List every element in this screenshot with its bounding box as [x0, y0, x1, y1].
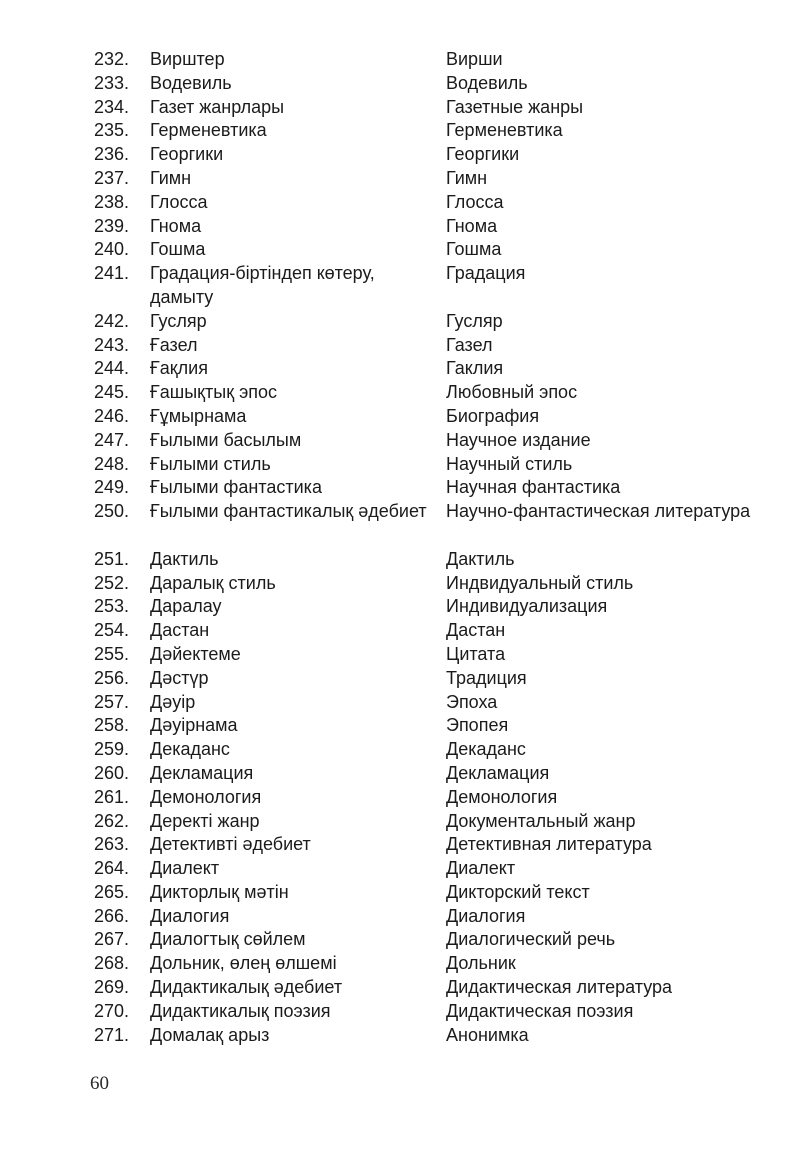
- glossary-entry: [0, 310, 797, 334]
- entry-number: 251.: [93, 548, 129, 569]
- russian-term: Гимн: [446, 167, 488, 188]
- entry-number: 244.: [93, 358, 129, 379]
- glossary-entry: [0, 334, 797, 358]
- kazakh-term: Дольник, өлең өлшемі: [150, 953, 337, 974]
- russian-term: Газел: [446, 334, 493, 355]
- kazakh-term: Ғақлия: [150, 358, 208, 379]
- glossary-entry: [0, 810, 797, 834]
- kazakh-term: Домалақ арыз: [150, 1024, 270, 1045]
- glossary-entry: [0, 381, 797, 405]
- entry-number: 270.: [93, 1000, 129, 1021]
- russian-term: Цитата: [446, 643, 506, 664]
- russian-term: Дастан: [446, 620, 506, 641]
- russian-term: Георгики: [446, 144, 520, 165]
- kazakh-term: Дәстүр: [150, 667, 209, 688]
- russian-term: Детективная литература: [446, 834, 652, 855]
- kazakh-term: Диалогтық сөйлем: [150, 929, 306, 950]
- glossary-list: [0, 48, 797, 1047]
- russian-term: Научно-фантастическая литература: [446, 501, 751, 522]
- entry-number: 255.: [93, 643, 129, 664]
- russian-term: Дактиль: [446, 548, 515, 569]
- entry-number: 268.: [93, 953, 129, 974]
- entry-number: 269.: [93, 977, 129, 998]
- kazakh-term: Ғашықтық эпос: [150, 382, 278, 403]
- glossary-entry: [0, 667, 797, 691]
- glossary-entry: [0, 762, 797, 786]
- entry-number: 258.: [93, 715, 129, 736]
- glossary-entry: [0, 72, 797, 96]
- russian-term: Водевиль: [446, 72, 528, 93]
- glossary-entry: [0, 429, 797, 453]
- entry-number: 250.: [93, 501, 129, 522]
- glossary-entry: [0, 191, 797, 215]
- kazakh-term: Дидактикалық әдебиет: [150, 977, 343, 998]
- kazakh-term: Ғылыми басылым: [150, 429, 302, 450]
- entry-number: 245.: [93, 382, 129, 403]
- kazakh-term: Георгики: [150, 144, 224, 165]
- entry-number: 266.: [93, 905, 129, 926]
- glossary-entry: [0, 48, 797, 72]
- russian-term: Гаклия: [446, 358, 504, 379]
- glossary-entry: [0, 548, 797, 572]
- kazakh-term: Детективті әдебиет: [150, 834, 311, 855]
- entry-number: 256.: [93, 667, 129, 688]
- russian-term: Декаданс: [446, 739, 526, 760]
- russian-term: Любовный эпос: [446, 382, 578, 403]
- entry-number: 241.: [93, 263, 129, 284]
- kazakh-term: Декламация: [150, 762, 254, 783]
- russian-term: Научный стиль: [446, 453, 573, 474]
- kazakh-term: Гошма: [150, 239, 206, 260]
- glossary-entry: [0, 738, 797, 762]
- entry-number: 247.: [93, 429, 129, 450]
- entry-number: 253.: [93, 596, 129, 617]
- russian-term: Дольник: [446, 953, 516, 974]
- glossary-entry: [0, 238, 797, 262]
- kazakh-term: Ғұмырнама: [150, 405, 247, 426]
- russian-term: Декламация: [446, 762, 550, 783]
- glossary-entry: [0, 476, 797, 500]
- kazakh-term: Даралық стиль: [150, 572, 276, 593]
- page-number: 60: [90, 1073, 109, 1094]
- russian-term: Диалогический речь: [446, 929, 616, 950]
- glossary-entry: [0, 928, 797, 952]
- entry-number: 261.: [93, 786, 129, 807]
- kazakh-term: Ғылыми фантастикалық әдебиет: [150, 501, 427, 522]
- entry-number: 240.: [93, 239, 129, 260]
- entry-number: 267.: [93, 929, 129, 950]
- glossary-entry: [0, 215, 797, 239]
- entry-number: 265.: [93, 881, 129, 902]
- russian-term: Эпопея: [446, 715, 509, 736]
- glossary-entry: [0, 96, 797, 120]
- glossary-entry: [0, 119, 797, 143]
- entry-number: 259.: [93, 739, 129, 760]
- glossary-entry: [0, 357, 797, 381]
- kazakh-term: Дактиль: [150, 548, 219, 569]
- entry-number: 260.: [93, 762, 129, 783]
- glossary-entry: [0, 262, 797, 310]
- kazakh-term: Дәуірнама: [150, 715, 238, 736]
- glossary-entry: [0, 453, 797, 477]
- entry-number: 264.: [93, 858, 129, 879]
- russian-term: Документальный жанр: [446, 810, 636, 831]
- glossary-entry: [0, 1024, 797, 1048]
- entry-number: 254.: [93, 620, 129, 641]
- kazakh-term: Дикторлық мәтін: [150, 881, 289, 902]
- entry-number: 262.: [93, 810, 129, 831]
- glossary-entry: [0, 833, 797, 857]
- kazakh-term: Газет жанрлары: [150, 96, 285, 117]
- russian-term: Индвидуальный стиль: [446, 572, 634, 593]
- russian-term: Градация: [446, 263, 526, 284]
- russian-term: Дикторский текст: [446, 881, 590, 902]
- russian-term: Биография: [446, 405, 540, 426]
- kazakh-term: Глосса: [150, 191, 208, 212]
- russian-term: Дидактическая поэзия: [446, 1000, 634, 1021]
- russian-term: Диалогия: [446, 905, 526, 926]
- russian-term: Индивидуализация: [446, 596, 608, 617]
- entry-number: 271.: [93, 1024, 129, 1045]
- entry-number: 243.: [93, 334, 129, 355]
- glossary-entry: [0, 143, 797, 167]
- kazakh-term: Герменевтика: [150, 120, 267, 141]
- kazakh-term: Деректі жанр: [150, 810, 260, 831]
- russian-term: Научная фантастика: [446, 477, 621, 498]
- glossary-entry: [0, 905, 797, 929]
- glossary-entry: [0, 952, 797, 976]
- glossary-entry: [0, 619, 797, 643]
- entry-number: 263.: [93, 834, 129, 855]
- kazakh-term: Демонология: [150, 786, 262, 807]
- kazakh-term: Ғылыми стиль: [150, 453, 271, 474]
- entry-number: 257.: [93, 691, 129, 712]
- entry-number: 246.: [93, 405, 129, 426]
- entry-number: 239.: [93, 215, 129, 236]
- russian-term: Анонимка: [446, 1024, 529, 1045]
- russian-term: Гошма: [446, 239, 502, 260]
- kazakh-term: Диалект: [150, 858, 220, 879]
- russian-term: Глосса: [446, 191, 504, 212]
- glossary-entry: [0, 857, 797, 881]
- kazakh-term: Ғылыми фантастика: [150, 477, 322, 498]
- glossary-entry: [0, 976, 797, 1000]
- kazakh-term: Вирштер: [150, 49, 225, 69]
- entry-number: 248.: [93, 453, 129, 474]
- kazakh-term: Дәйектеме: [150, 643, 241, 664]
- entry-number: 232.: [93, 49, 129, 69]
- glossary-entry: [0, 167, 797, 191]
- glossary-entry: [0, 714, 797, 738]
- entry-number: 237.: [93, 167, 129, 188]
- glossary-entry: [0, 786, 797, 810]
- entry-number: 233.: [93, 72, 129, 93]
- russian-term: Демонология: [446, 786, 558, 807]
- russian-term: Эпоха: [446, 691, 498, 712]
- kazakh-term: Водевиль: [150, 72, 232, 93]
- glossary-entry: [0, 572, 797, 596]
- entry-number: 236.: [93, 144, 129, 165]
- russian-term: Вирши: [446, 49, 503, 69]
- kazakh-term: Дастан: [150, 620, 210, 641]
- entry-number: 249.: [93, 477, 129, 498]
- kazakh-term: Гимн: [150, 167, 192, 188]
- kazakh-term: Гнома: [150, 215, 202, 236]
- glossary-entry: [0, 881, 797, 905]
- entry-number: 234.: [93, 96, 129, 117]
- russian-term: Традиция: [446, 667, 527, 688]
- glossary-entry: [0, 405, 797, 429]
- kazakh-term: Даралау: [150, 596, 222, 617]
- entry-number: 235.: [93, 120, 129, 141]
- russian-term: Диалект: [446, 858, 516, 879]
- kazakh-term: Декаданс: [150, 739, 230, 760]
- glossary-entry: [0, 595, 797, 619]
- kazakh-term: Градация-біртіндеп көтеру, дамыту: [150, 263, 375, 307]
- glossary-entry: [0, 1000, 797, 1024]
- glossary-entry: [0, 691, 797, 715]
- entry-number: 252.: [93, 572, 129, 593]
- kazakh-term: Дәуір: [150, 691, 196, 712]
- russian-term: Газетные жанры: [446, 96, 584, 117]
- kazakh-term: Диалогия: [150, 905, 230, 926]
- kazakh-term: Ғазел: [150, 334, 198, 355]
- entry-number: 242.: [93, 310, 129, 331]
- glossary-entry: [0, 643, 797, 667]
- entry-number: 238.: [93, 191, 129, 212]
- kazakh-term: Дидактикалық поэзия: [150, 1000, 331, 1021]
- kazakh-term: Гусляр: [150, 310, 207, 331]
- glossary-entry: [0, 500, 797, 548]
- russian-term: Гнома: [446, 215, 498, 236]
- russian-term: Научное издание: [446, 429, 591, 450]
- russian-term: Гусляр: [446, 310, 503, 331]
- russian-term: Герменевтика: [446, 120, 563, 141]
- russian-term: Дидактическая литература: [446, 977, 673, 998]
